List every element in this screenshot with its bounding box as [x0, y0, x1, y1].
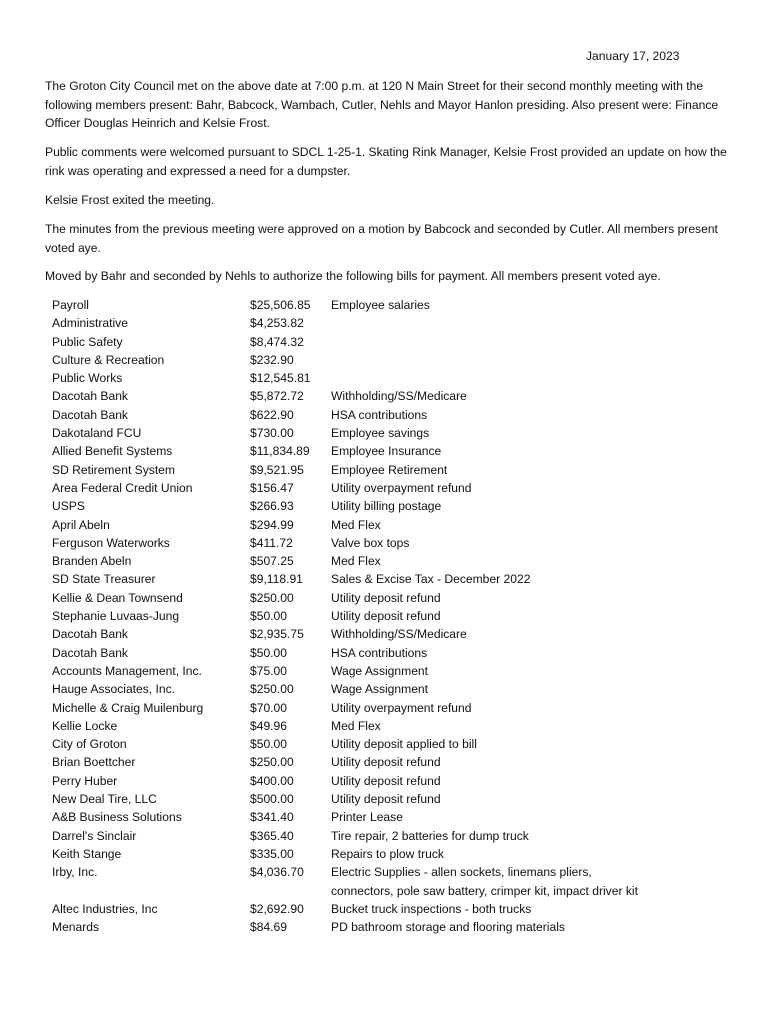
bill-row — [52, 387, 732, 405]
bill-payee: New Deal Tire, LLC — [52, 792, 157, 807]
bill-payee: USPS — [52, 499, 85, 514]
bill-payee: Public Works — [52, 371, 123, 386]
bill-amount: $4,253.82 — [250, 316, 304, 331]
bill-row — [52, 827, 732, 845]
bill-description: Utility deposit refund — [331, 609, 441, 624]
bill-row — [52, 607, 732, 625]
bill-payee: Kellie Locke — [52, 718, 118, 733]
bill-row — [52, 479, 732, 497]
paragraph-bills-motion: Moved by Bahr and seconded by Nehls to authorize the following bills for payment. All members present voted aye. — [45, 269, 661, 283]
bill-description: Utility deposit refund — [331, 792, 441, 807]
bill-description: Wage Assignment — [331, 663, 429, 678]
bill-description: Electric Supplies - allen sockets, linemans pliers, connectors, pole saw battery, crimper kit, impact driver kit — [331, 865, 638, 898]
bill-amount: $5,872.72 — [250, 389, 304, 404]
bill-row — [52, 534, 732, 552]
bill-payee: Hauge Associates, Inc. — [52, 682, 176, 697]
bill-description: Utility deposit refund — [331, 755, 441, 770]
bill-description — [331, 333, 649, 351]
paragraph-public-comments: Public comments were welcomed pursuant to SDCL 1-25-1. Skating Rink Manager, Kelsie Frost provided an update on how the rink was operating and expressed a need for a dumpster. — [45, 145, 727, 178]
bill-payee: Dacotah Bank — [52, 389, 128, 404]
bill-description: Tire repair, 2 batteries for dump truck — [331, 828, 529, 843]
bill-description: Employee Insurance — [331, 444, 442, 459]
bill-row — [52, 662, 732, 680]
bill-payee: Ferguson Waterworks — [52, 535, 170, 550]
bill-amount: $400.00 — [250, 773, 294, 788]
bill-description: Employee savings — [331, 426, 430, 441]
paragraph-minutes-approval: The minutes from the previous meeting were approved on a motion by Babcock and seconded by Cutler. All members present voted aye. — [45, 222, 718, 255]
bill-payee: Kellie & Dean Townsend — [52, 590, 183, 605]
bill-amount: $11,834.89 — [250, 444, 310, 459]
bill-payee: Altec Industries, Inc — [52, 901, 158, 916]
bill-payee: Administrative — [52, 316, 128, 331]
bill-amount: $250.00 — [250, 590, 294, 605]
bill-description: Withholding/SS/Medicare — [331, 627, 467, 642]
bill-amount: $232.90 — [250, 352, 294, 367]
bill-description: PD bathroom storage and flooring materials — [331, 920, 565, 935]
bill-payee: Area Federal Credit Union — [52, 480, 193, 495]
bill-payee: Michelle & Craig Muilenburg — [52, 700, 204, 715]
bill-row — [52, 918, 732, 936]
bill-row — [52, 644, 732, 662]
bill-amount: $4,036.70 — [250, 865, 304, 880]
bill-description: Utility billing postage — [331, 499, 442, 514]
bill-amount: $75.00 — [250, 663, 287, 678]
bill-description: Wage Assignment — [331, 682, 429, 697]
bill-row — [52, 442, 732, 460]
bill-payee: Accounts Management, Inc. — [52, 663, 202, 678]
bill-description: Valve box tops — [331, 535, 410, 550]
bill-row — [52, 863, 732, 900]
bill-payee: Dakotaland FCU — [52, 426, 142, 441]
bill-row — [52, 369, 732, 387]
bill-amount: $50.00 — [250, 737, 287, 752]
bill-description: Withholding/SS/Medicare — [331, 389, 467, 404]
bill-row — [52, 589, 732, 607]
bill-payee: City of Groton — [52, 737, 127, 752]
meeting-date: January 17, 2023 — [586, 49, 680, 63]
bill-payee: Menards — [52, 920, 100, 935]
bill-row — [52, 790, 732, 808]
bill-row — [52, 900, 732, 918]
bill-description: Med Flex — [331, 718, 381, 733]
bill-payee: Perry Huber — [52, 773, 118, 788]
bill-payee: SD Retirement System — [52, 462, 175, 477]
bill-amount: $25,506.85 — [250, 298, 311, 312]
bill-row — [52, 735, 732, 753]
bill-row — [52, 717, 732, 735]
bill-amount: $9,521.95 — [250, 462, 304, 477]
bill-row — [52, 406, 732, 424]
bill-payee: Keith Stange — [52, 846, 122, 861]
bill-description: Sales & Excise Tax - December 2022 — [331, 572, 531, 587]
bill-description: Utility deposit refund — [331, 590, 441, 605]
bill-payee: A&B Business Solutions — [52, 810, 182, 825]
bill-row — [52, 699, 732, 717]
bill-amount: $341.40 — [250, 810, 294, 825]
bill-row — [52, 314, 732, 332]
bills-list — [52, 296, 732, 936]
paragraph-attendance: The Groton City Council met on the above date at 7:00 p.m. at 120 N Main Street for their second monthly meeting with the following members present: Bahr, Babcock, Wambach, Cutler, Nehls and Mayor Hanlon presiding. Also present were: Finance Officer Douglas Heinrich and Kelsie Frost. — [45, 79, 719, 130]
bill-amount: $294.99 — [250, 517, 294, 532]
paragraph-exit: Kelsie Frost exited the meeting. — [45, 193, 215, 207]
bill-row — [52, 570, 732, 588]
bill-description: HSA contributions — [331, 645, 428, 660]
bill-row — [52, 424, 732, 442]
bill-description: Employee Retirement — [331, 462, 448, 477]
bill-amount: $49.96 — [250, 718, 287, 733]
bill-payee: April Abeln — [52, 517, 110, 532]
bill-row — [52, 333, 732, 351]
bill-description: Bucket truck inspections - both trucks — [331, 901, 532, 916]
bill-row — [52, 351, 732, 369]
bill-description: Med Flex — [331, 517, 381, 532]
bill-row — [52, 772, 732, 790]
bill-amount: $622.90 — [250, 407, 294, 422]
bill-amount: $335.00 — [250, 846, 294, 861]
bill-description: Repairs to plow truck — [331, 846, 444, 861]
bill-row — [52, 296, 732, 314]
bill-payee: Branden Abeln — [52, 554, 132, 569]
bill-payee: Payroll — [52, 298, 89, 312]
bill-amount: $9,118.91 — [250, 572, 303, 587]
bill-amount: $2,692.90 — [250, 901, 304, 916]
bill-payee: Allied Benefit Systems — [52, 444, 173, 459]
bill-description: HSA contributions — [331, 407, 428, 422]
bill-description — [331, 369, 649, 387]
bill-row — [52, 625, 732, 643]
bill-amount: $2,935.75 — [250, 627, 304, 642]
bill-row — [52, 680, 732, 698]
bill-row — [52, 497, 732, 515]
bill-description: Employee salaries — [331, 298, 430, 312]
bill-payee: Culture & Recreation — [52, 352, 165, 367]
bill-row — [52, 552, 732, 570]
bill-description: Utility deposit refund — [331, 773, 441, 788]
bill-amount: $411.72 — [250, 535, 293, 550]
bill-amount: $8,474.32 — [250, 334, 304, 349]
bill-amount: $12,545.81 — [250, 371, 311, 386]
bill-payee: Dacotah Bank — [52, 407, 128, 422]
bill-amount: $84.69 — [250, 920, 287, 935]
bill-amount: $266.93 — [250, 499, 294, 514]
bill-payee: Dacotah Bank — [52, 645, 128, 660]
bill-amount: $507.25 — [250, 554, 294, 569]
bill-amount: $70.00 — [250, 700, 287, 715]
bill-row — [52, 516, 732, 534]
bill-payee: Stephanie Luvaas-Jung — [52, 609, 180, 624]
bill-payee: Dacotah Bank — [52, 627, 128, 642]
bill-payee: Darrel's Sinclair — [52, 828, 137, 843]
bill-payee: SD State Treasurer — [52, 572, 156, 587]
bill-amount: $250.00 — [250, 682, 294, 697]
bill-row — [52, 753, 732, 771]
bill-description: Utility deposit applied to bill — [331, 737, 477, 752]
bill-description — [331, 314, 649, 332]
bill-amount: $250.00 — [250, 755, 294, 770]
bill-payee: Brian Boettcher — [52, 755, 136, 770]
bill-amount: $730.00 — [250, 426, 294, 441]
bill-description: Printer Lease — [331, 810, 403, 825]
bill-row — [52, 808, 732, 826]
bill-amount: $50.00 — [250, 609, 287, 624]
bill-payee: Public Safety — [52, 334, 123, 349]
bill-description: Utility overpayment refund — [331, 700, 472, 715]
bill-row — [52, 845, 732, 863]
bill-row — [52, 461, 732, 479]
bill-description: Med Flex — [331, 554, 381, 569]
bill-description: Utility overpayment refund — [331, 480, 472, 495]
bill-payee: Irby, Inc. — [52, 865, 98, 880]
bill-amount: $500.00 — [250, 792, 294, 807]
bill-description — [331, 351, 649, 369]
bill-amount: $365.40 — [250, 828, 294, 843]
bill-amount: $156.47 — [250, 480, 294, 495]
bill-amount: $50.00 — [250, 645, 287, 660]
